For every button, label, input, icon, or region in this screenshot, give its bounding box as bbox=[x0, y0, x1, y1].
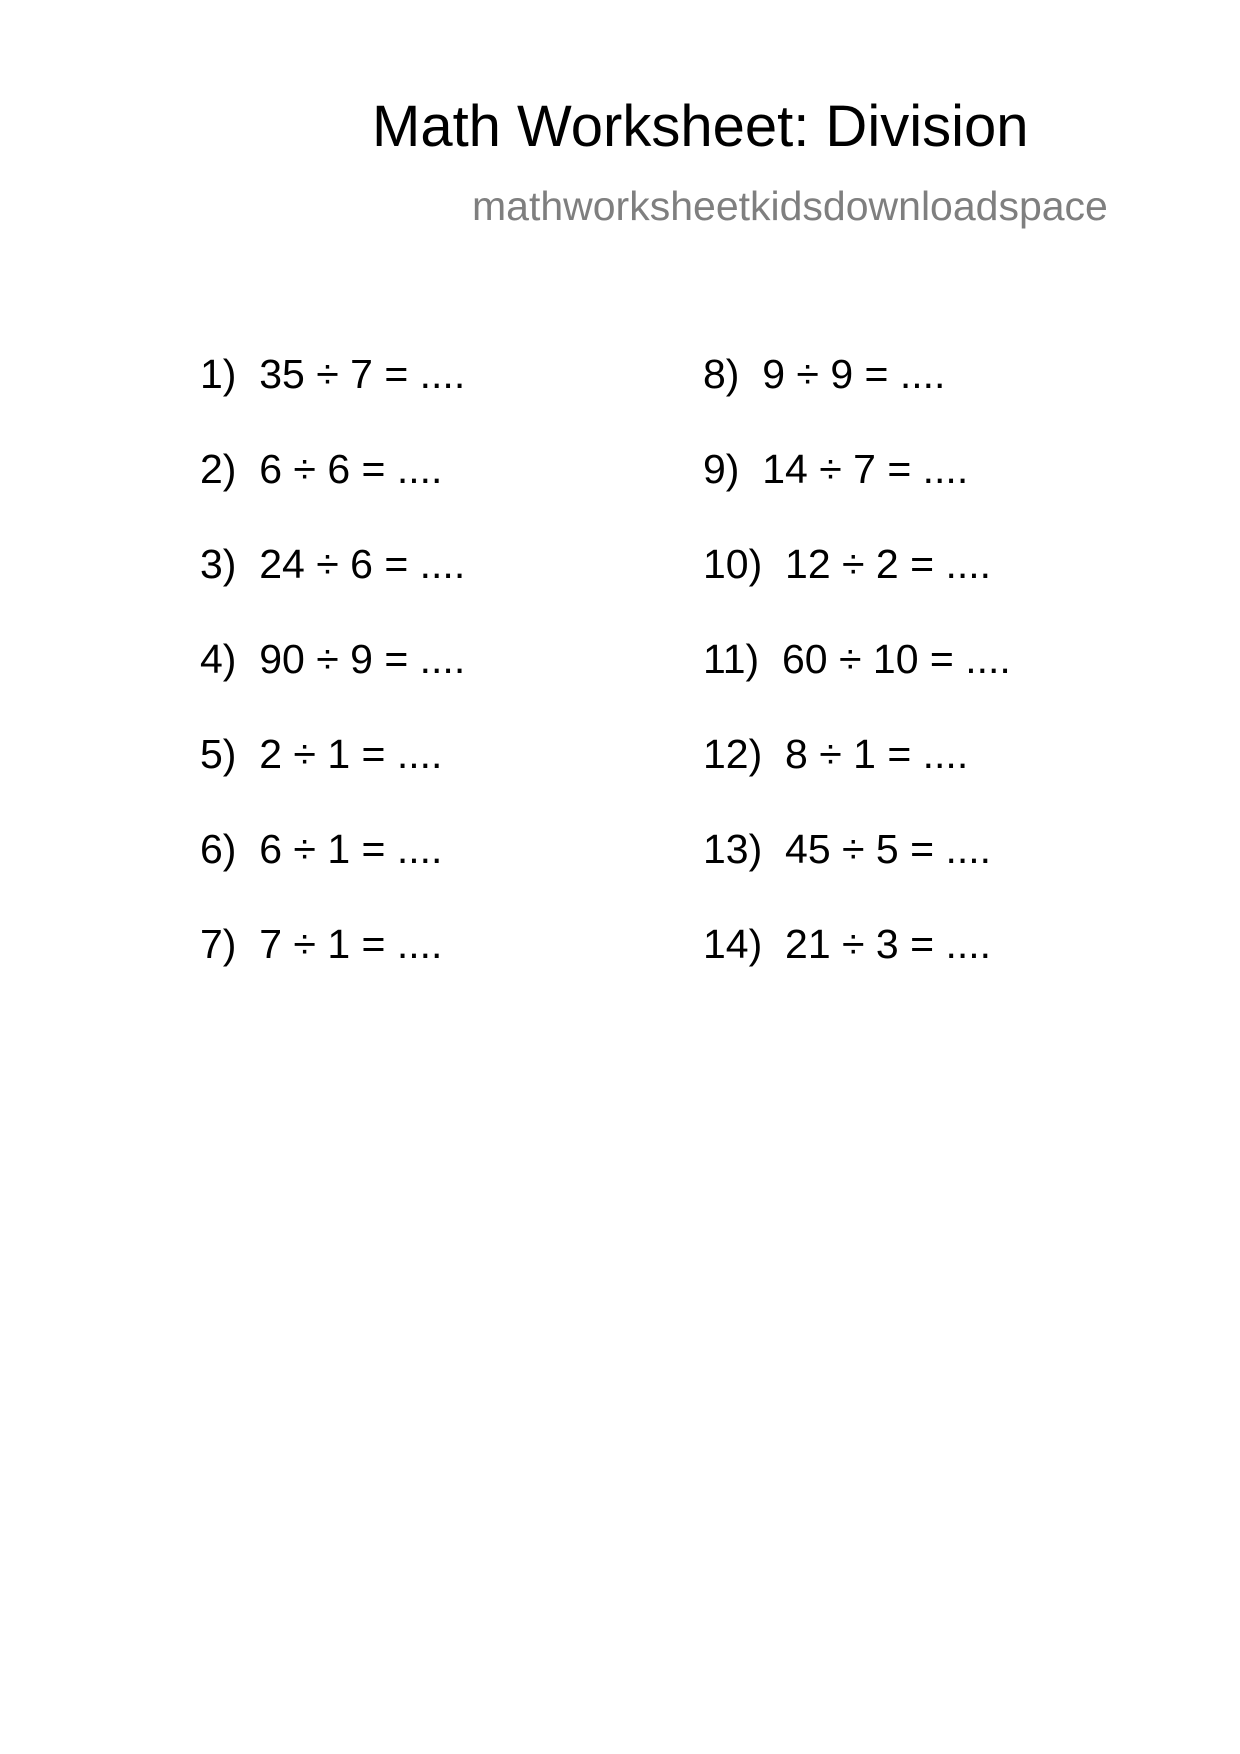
problem-12: 12) 8 ÷ 1 = .... bbox=[703, 731, 969, 777]
problem-8: 8) 9 ÷ 9 = .... bbox=[703, 351, 946, 397]
problem-2: 2) 6 ÷ 6 = .... bbox=[200, 446, 443, 492]
problem-1: 1) 35 ÷ 7 = .... bbox=[200, 351, 466, 397]
problem-13: 13) 45 ÷ 5 = .... bbox=[703, 826, 992, 872]
problem-10: 10) 12 ÷ 2 = .... bbox=[703, 541, 992, 587]
problem-list-left bbox=[200, 351, 466, 1019]
problem-11: 11) 60 ÷ 10 = .... bbox=[703, 636, 1011, 682]
problem-14: 14) 21 ÷ 3 = .... bbox=[703, 921, 992, 967]
problem-4: 4) 90 ÷ 9 = .... bbox=[200, 636, 466, 682]
problem-3: 3) 24 ÷ 6 = .... bbox=[200, 541, 466, 587]
page-title: Math Worksheet: Division bbox=[372, 94, 1029, 159]
problem-list-right bbox=[703, 351, 1011, 1019]
source-watermark: mathworksheetkidsdownloadspace bbox=[472, 183, 1108, 229]
problem-9: 9) 14 ÷ 7 = .... bbox=[703, 446, 969, 492]
problem-6: 6) 6 ÷ 1 = .... bbox=[200, 826, 443, 872]
problem-7: 7) 7 ÷ 1 = .... bbox=[200, 921, 443, 967]
problem-5: 5) 2 ÷ 1 = .... bbox=[200, 731, 443, 777]
